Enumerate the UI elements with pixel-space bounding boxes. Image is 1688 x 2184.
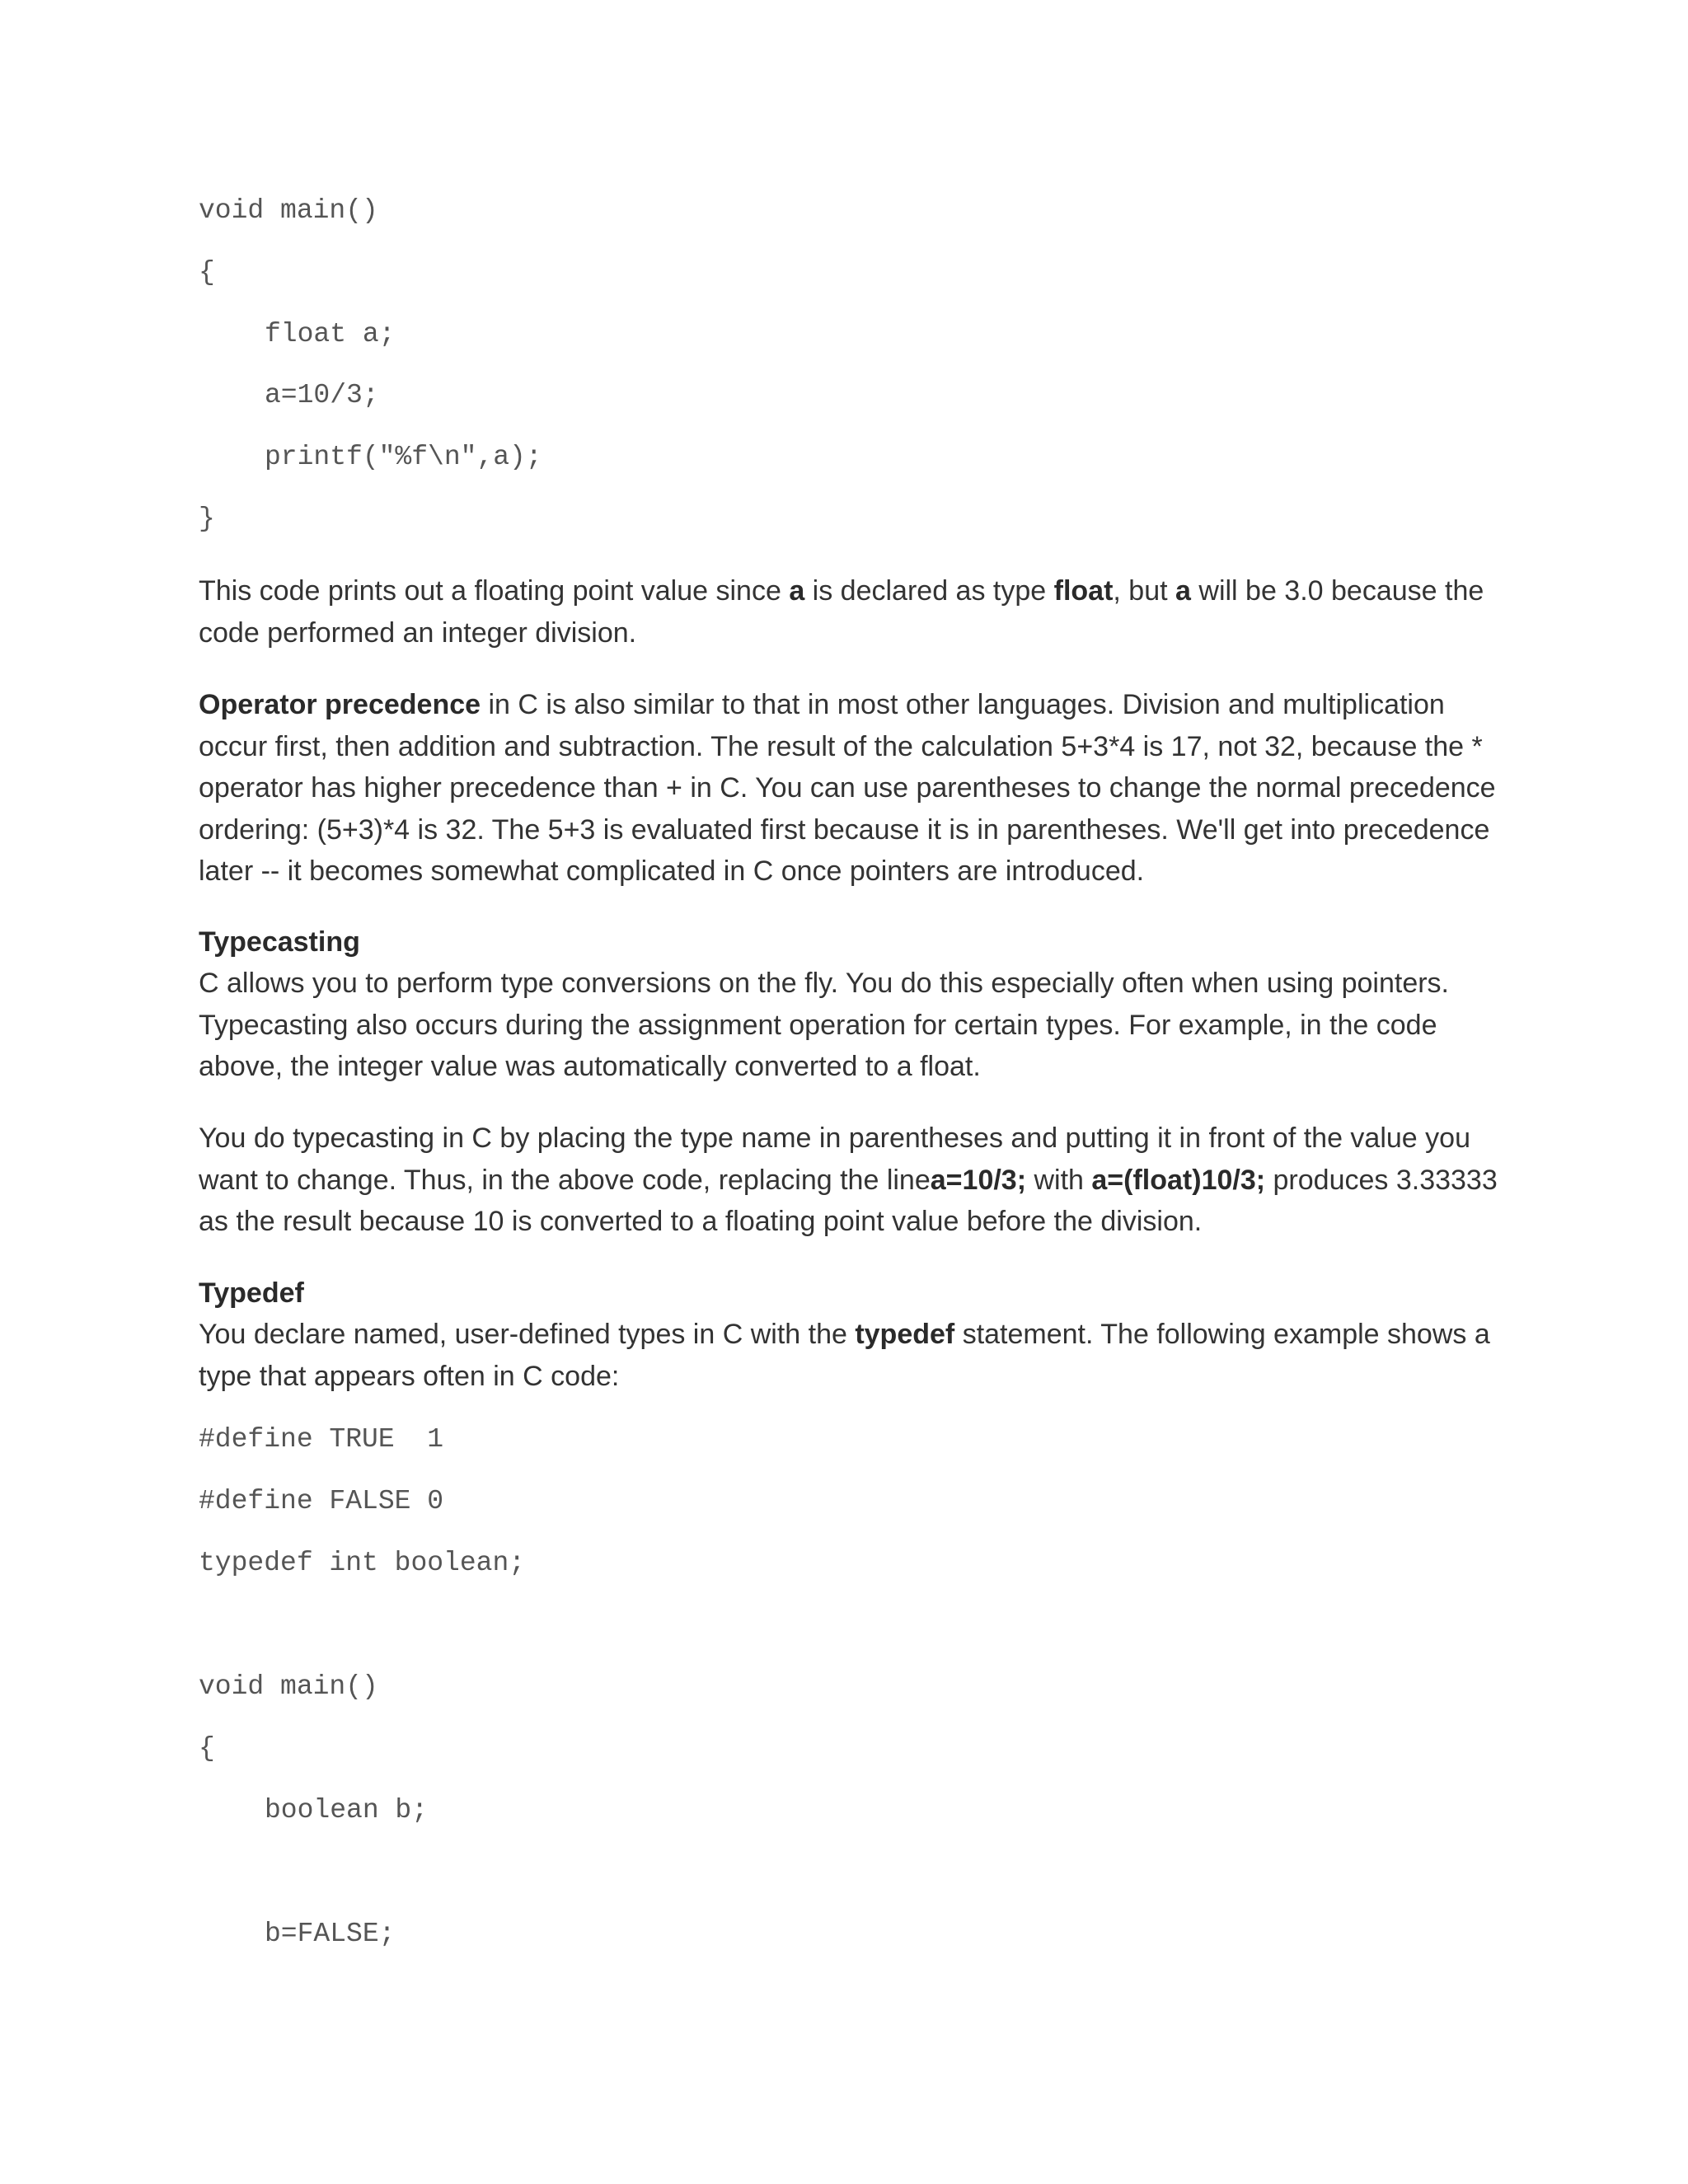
code-line: printf("%f\n",a); — [265, 442, 542, 472]
code-line: { — [199, 1733, 215, 1764]
code-line: void main() — [199, 195, 378, 226]
code-line: } — [199, 504, 215, 534]
code-line: boolean b; — [265, 1795, 429, 1825]
paragraph-float-explanation: This code prints out a floating point value since a is declared as type float, but a will be 3.0 because the code performed an integer division. — [199, 575, 1484, 649]
code-line: float a; — [265, 319, 396, 349]
paragraph-typecasting-intro: C allows you to perform type conversions on the fly. You do this especially often when using pointers. Typecasting also occurs during the assignment operation for certain types. For example, in the code above, the integer value was automatically converted to a float. — [199, 968, 1450, 1082]
code-line: void main() — [199, 1671, 378, 1702]
code-line: b=FALSE; — [265, 1919, 396, 1949]
paragraph-typedef-intro: You declare named, user-defined types in C with the typedef statement. The following example shows a type that appears often in C code: — [199, 1319, 1490, 1392]
code-line: typedef int boolean; — [199, 1548, 526, 1578]
paragraph-operator-precedence: Operator precedence in C is also similar to that in most other languages. Division and multiplication occur first, then addition and subtraction. The result of the calculation 5+3*4 is 17, not 32, because the * operator has higher precedence than + in C. You can use parentheses to change the normal precedence ordering: (5+3)*4 is 32. The 5+3 is evaluated first because it is in parentheses. We'll get into precedence later -- it becomes somewhat complicated in C once pointers are introduced. — [199, 689, 1496, 887]
section-heading-typedef: Typedef — [199, 1277, 304, 1309]
section-heading-typecasting: Typecasting — [199, 926, 360, 958]
code-line: { — [199, 257, 215, 288]
paragraph-typecasting-how: You do typecasting in C by placing the type name in parentheses and putting it in front of the value you want to change. Thus, in the above code, replacing the linea=10/3; with a=(float)10/3; produces 3.33333 as the result because 10 is converted to a floating point value before the division. — [199, 1122, 1498, 1237]
code-line: #define FALSE 0 — [199, 1486, 444, 1516]
code-line: a=10/3; — [265, 380, 379, 410]
code-line: #define TRUE 1 — [199, 1424, 444, 1455]
